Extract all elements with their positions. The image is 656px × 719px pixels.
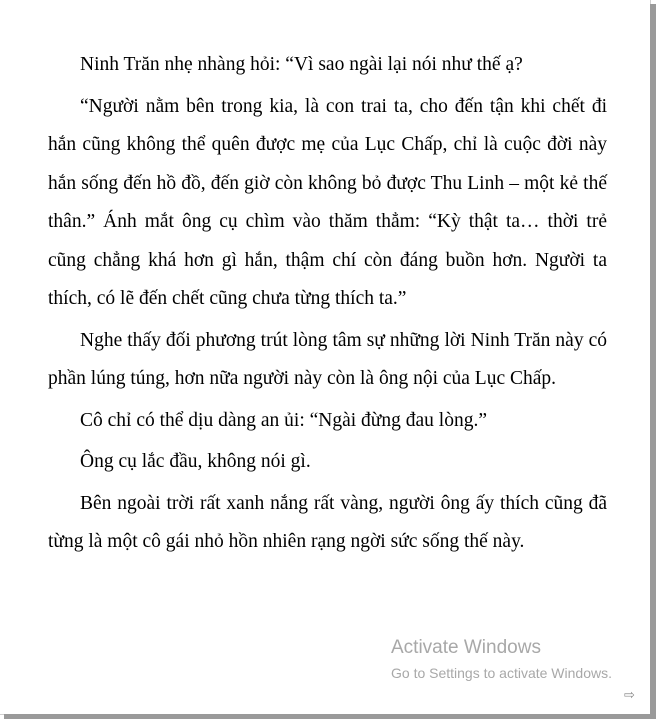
watermark-title: Activate Windows [391,637,541,658]
paragraph: “Người nằm bên trong kia, là con trai ta, cho đến tận khi chết đi hắn cũng không thể quên được mẹ của Lục Chấp, chỉ là cuộc đời này hắn sống đến hồ đồ, đến giờ còn không bỏ được Thu Linh – một kẻ thế thân.” Ánh mắt ông cụ chìm vào thăm thẳm: “Kỳ thật ta… thời trẻ cũng chẳng khá hơn gì hắn, thậm chí còn đáng buồn hơn. Người ta thích, có lẽ đến chết cũng chưa từng thích ta.” [48,95,607,309]
paragraph: Bên ngoài trời rất xanh nắng rất vàng, người ông ấy thích cũng đã từng là một cô gái nhỏ hồn nhiên rạng ngời sức sống thế này. [48,492,607,552]
paragraph: Ninh Trăn nhẹ nhàng hỏi: “Vì sao ngài lại nói như thế ạ? [80,54,523,75]
activation-watermark [391,636,612,684]
document-body [48,46,607,565]
paragraph: Ông cụ lắc đầu, không nói gì. [80,451,311,472]
page-shadow-right [650,4,656,719]
arrow-right-icon[interactable]: ⇨ [624,688,635,703]
paragraph: Cô chỉ có thể dịu dàng an ủi: “Ngài đừng đau lòng.” [80,409,487,431]
page-shadow-bottom [4,714,656,719]
paragraph: Nghe thấy đối phương trút lòng tâm sự những lời Ninh Trăn này có phần lúng túng, hơn nữa người này còn là ông nội của Lục Chấp. [48,329,607,389]
watermark-subtitle: Go to Settings to activate Windows. [391,665,612,681]
